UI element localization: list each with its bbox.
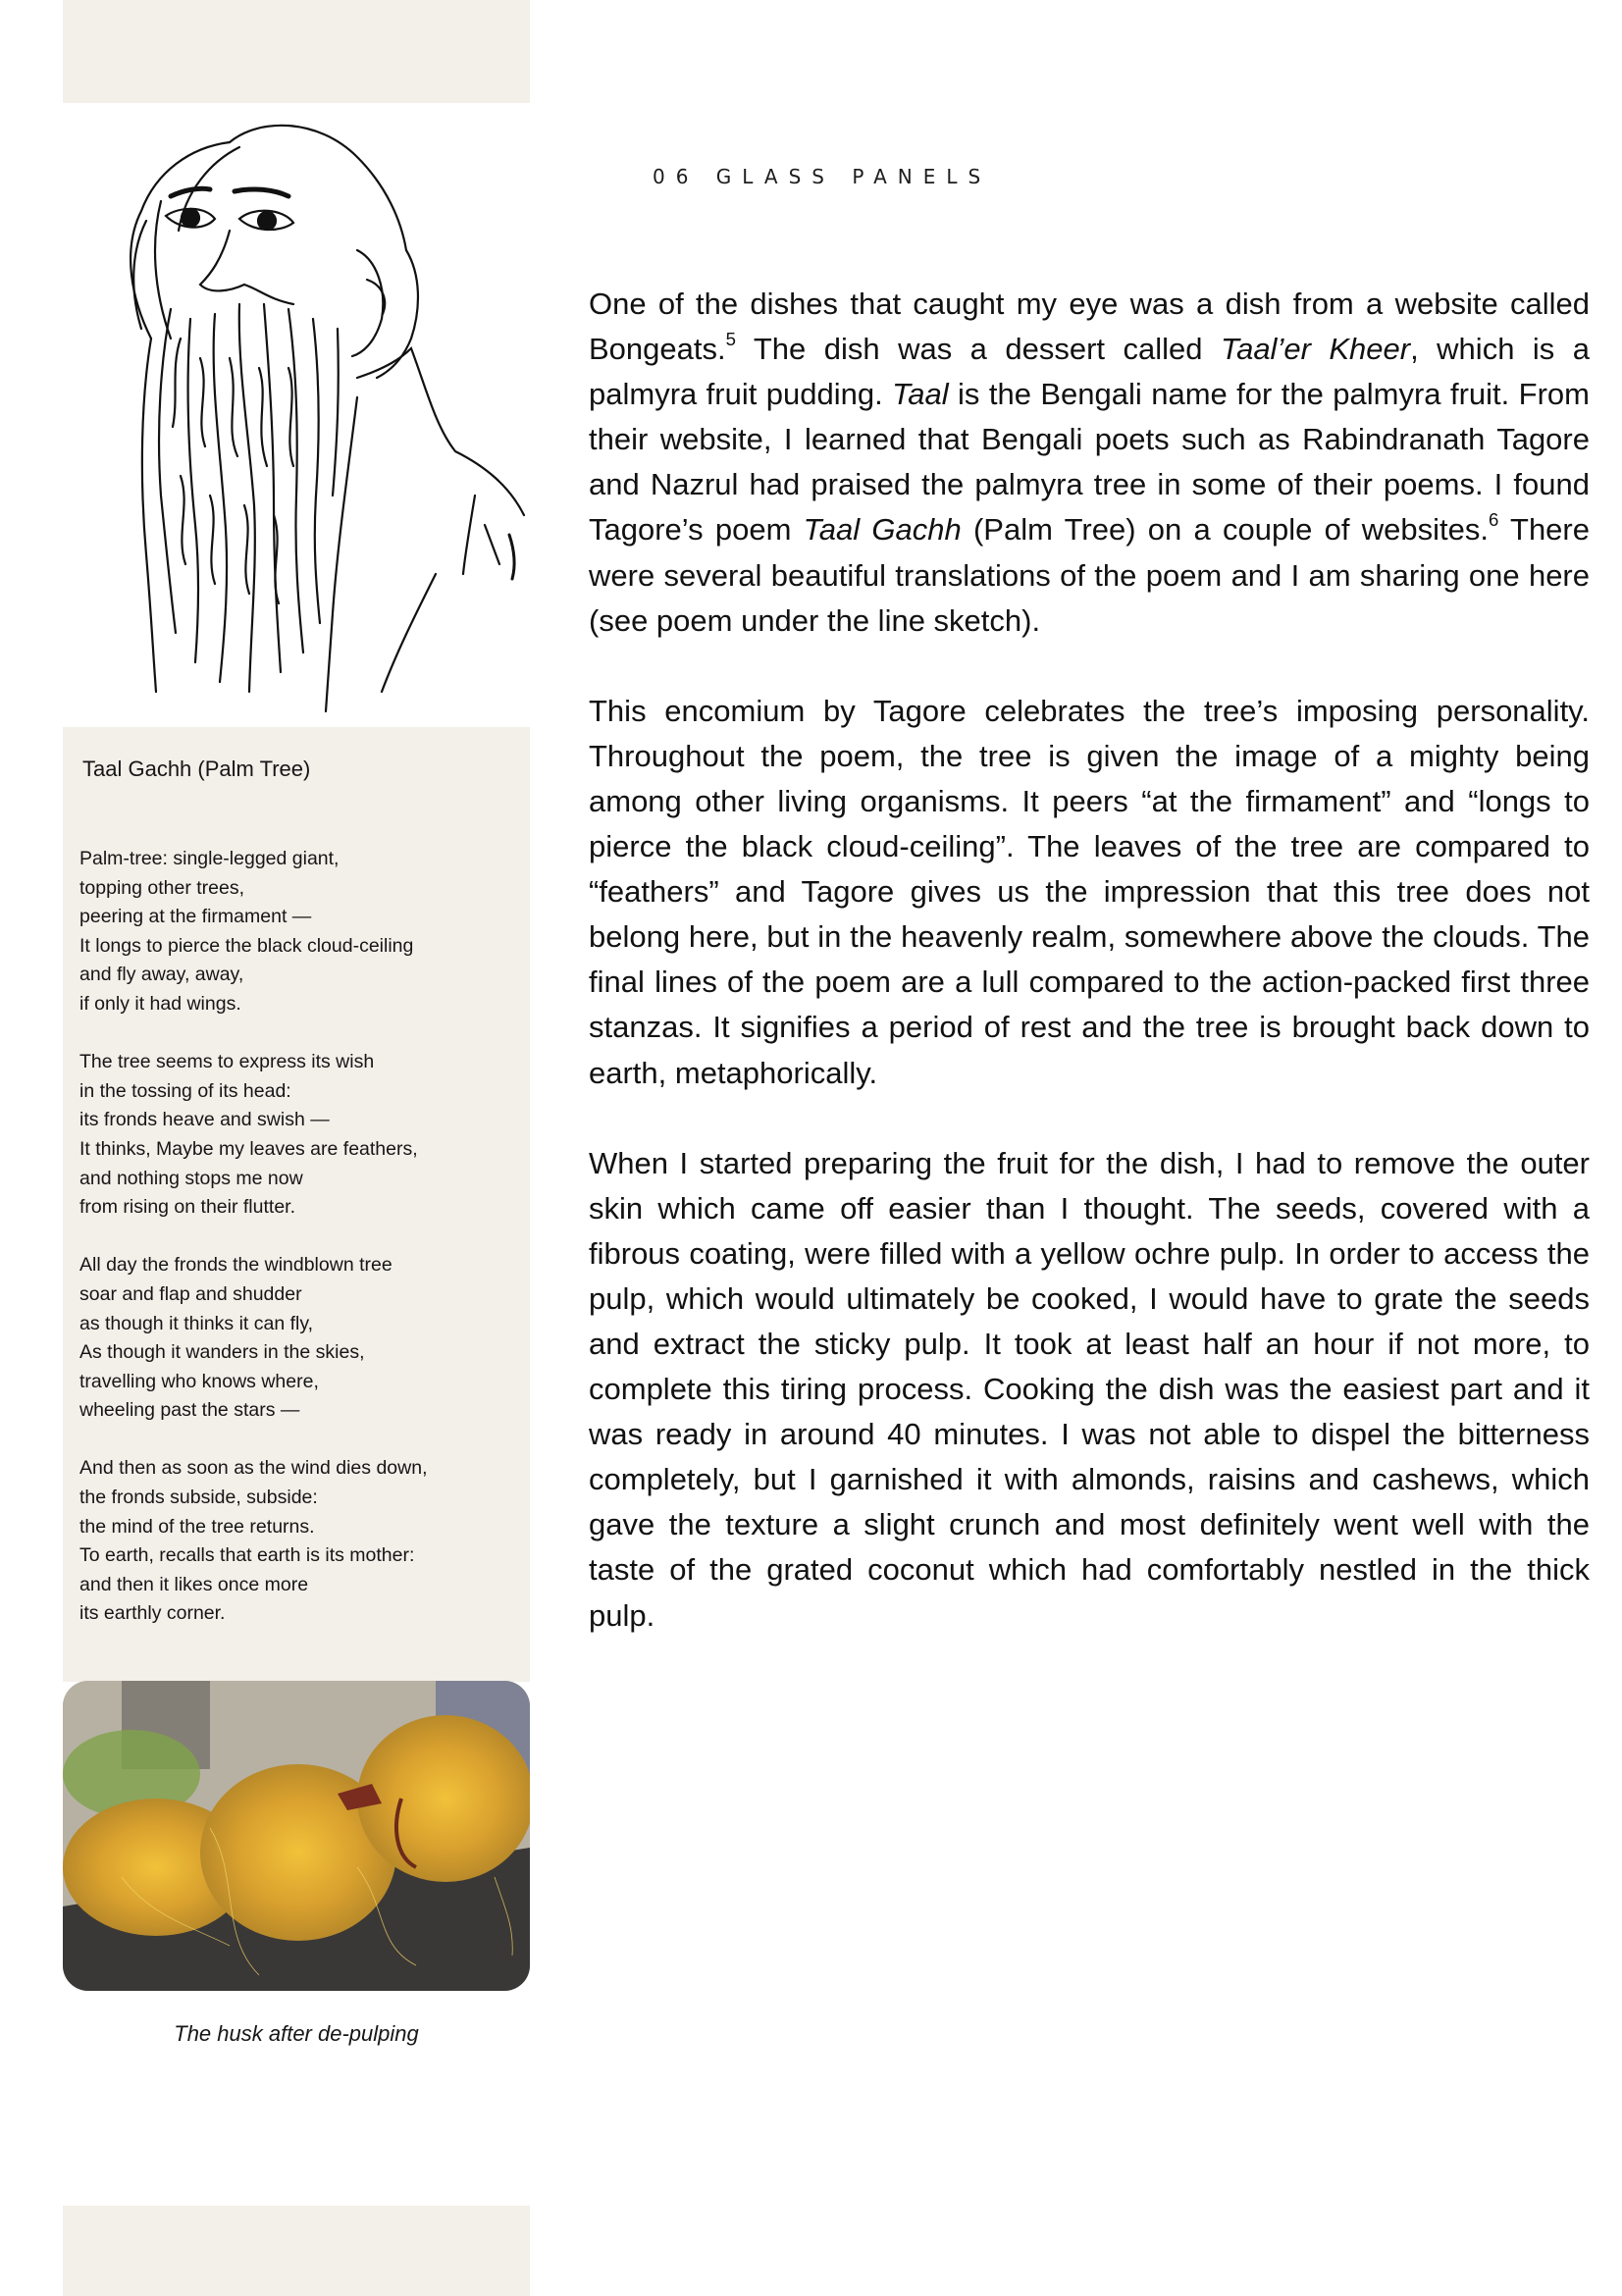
text-run: (Palm Tree) on a couple of websites. [961,512,1489,548]
sidebar-top-panel [63,0,530,103]
poem-line: It longs to pierce the black cloud-ceiling [79,934,414,957]
article-paragraph-3: When I started preparing the fruit for the dish, I had to remove the outer skin which came off easier than I thought. The seeds, covered with a fibrous coating, were filled with a yellow ochre pulp. In order to access the pulp, which would ultimately be cooked, I would have to grate the seeds and extract the sticky pulp. It took at least half an hour if not more, to complete this tiring process. Cooking the dish was the easiest part and it was ready in around 40 minutes. I was not able to dispel the bitterness completely, but I garnished it with almonds, raisins and cashews, which gave the texture a slight crunch and most definitely went well with the taste of the grated coconut which had comfortably nestled in the thick pulp. [589,1145,1590,1633]
poem-panel [63,727,530,1682]
text-run: The dish was a dessert called [735,332,1221,367]
text-run: There were several beautiful translations of the poem and I am sharing one here (see poem under the line sketch). [589,512,1590,638]
poem-line: Palm-tree: single-legged giant, [79,848,340,869]
term-italic: Taal [892,377,949,412]
poem-line: and nothing stops me now [79,1167,303,1189]
footnote-ref-6[interactable]: 6 [1488,509,1499,531]
poem-line: if only it had wings. [79,992,241,1015]
text-run: One of the dishes that caught my eye was a dish from a website called Bongeats. [589,287,1590,367]
poem-line: topping other trees, [79,876,245,899]
poem-line: wheeling past the stars — [79,1399,300,1422]
section-label: 06 GLASS PANELS [653,165,992,188]
poem-stanza-1 [79,845,521,1019]
poem-line: the fronds subside, subside: [79,1487,318,1509]
poem-line: the mind of the tree returns. [79,1515,315,1538]
poem-line: The tree seems to express its wish [79,1051,375,1073]
footnote-ref-5[interactable]: 5 [725,329,736,350]
poem-line: from rising on their flutter. [79,1196,296,1219]
poem-line: travelling who knows where, [79,1370,319,1392]
text-run: , which is a palmyra fruit pudding. [589,332,1590,412]
poem-line: in the tossing of its head: [79,1079,291,1102]
poem-line: It thinks, Maybe my leaves are feathers, [79,1137,418,1160]
photo-caption: The husk after de-pulping [174,2021,419,2046]
poem-line: All day the fronds the windblown tree [79,1254,392,1277]
poem-line: and fly away, away, [79,964,244,986]
sidebar-bottom-panel [63,2206,530,2296]
article-body [589,282,1590,1684]
husk-photo-image-icon [63,1681,530,1991]
husk-photo [63,1681,530,1991]
dish-name-italic: Taal’er Kheer [1220,332,1411,367]
article-paragraph-1 [589,282,1590,644]
poem-line: soar and flap and shudder [79,1282,302,1305]
poem-line: As though it wanders in the skies, [79,1341,365,1364]
poem-line: as though it thinks it can fly, [79,1312,314,1334]
text-run: is the Bengali name for the palmyra fruit. From their website, I learned that Bengali poets such as Rabindranath Tagore and Nazrul had praised the palmyra tree in some of their poems. I found Tagore’s poem [589,377,1590,548]
poem-line: and then it likes once more [79,1573,309,1595]
poem-body [79,845,521,1658]
poem-stanza-2 [79,1048,521,1223]
poem-line: its earthly corner. [79,1602,226,1625]
poem-stanza-3 [79,1251,521,1426]
tagore-sketch-image [63,103,530,727]
poem-title-italic: Taal Gachh [803,512,962,548]
poem-line: peering at the firmament — [79,906,312,928]
poem-title: Taal Gachh (Palm Tree) [82,757,311,781]
poem-line: To earth, recalls that earth is its mother: [79,1544,415,1567]
poem-line: And then as soon as the wind dies down, [79,1457,428,1480]
poem-stanza-4 [79,1454,521,1629]
poem-line: its fronds heave and swish — [79,1109,330,1131]
article-paragraph-2: This encomium by Tagore celebrates the tree’s imposing personality. Throughout the poem, the tree is given the image of a mighty being among other living organisms. It peers “at the firmament” and “longs to pierce the black cloud-ceiling”. The leaves of the tree are compared to “feathers” and Tagore gives us the impression that this tree does not belong here, but in the heavenly realm, somewhere above the clouds. The final lines of the poem are a lull compared to the action-packed first three stanzas. It signifies a period of rest and the tree is brought back down to earth, metaphorically. [589,693,1590,1090]
portrait-sketch-icon [63,103,530,727]
